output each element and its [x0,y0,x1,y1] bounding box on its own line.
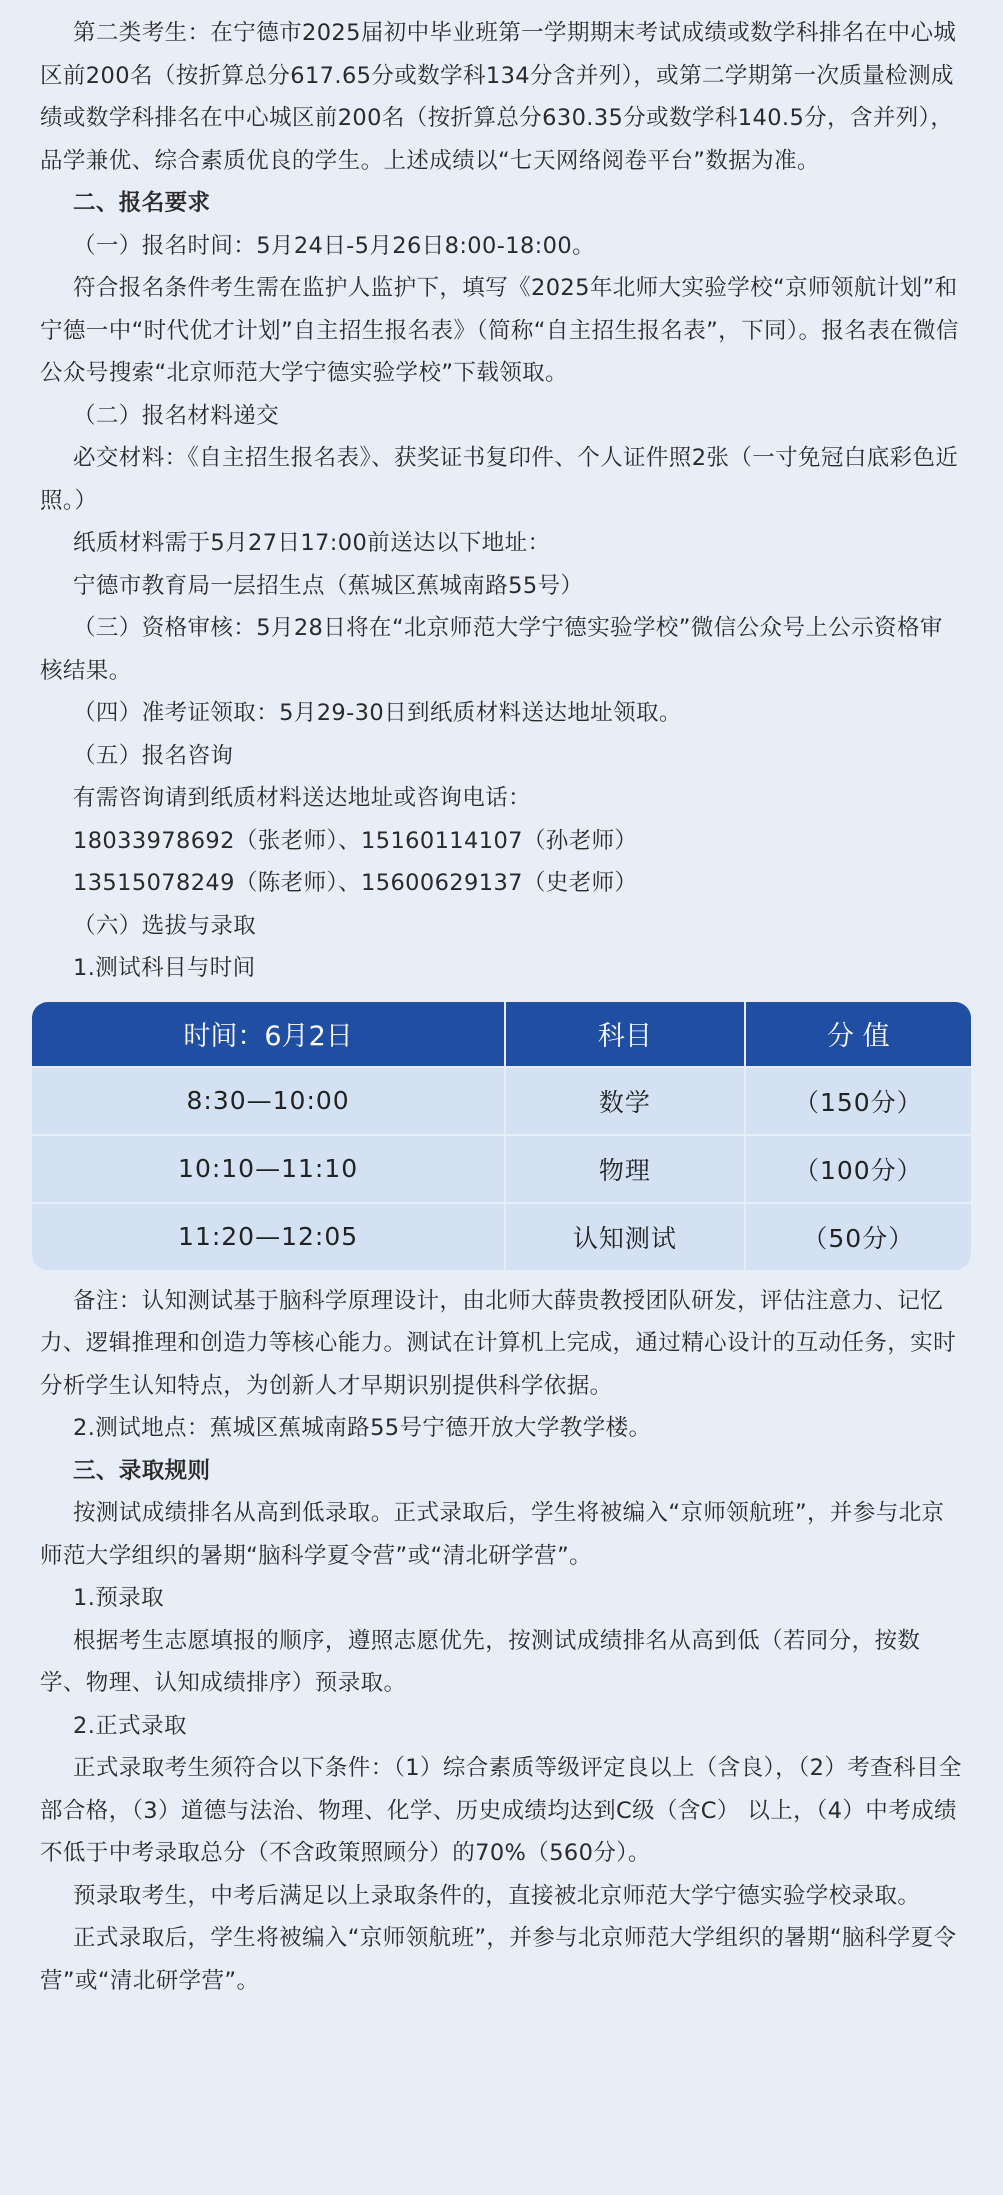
cognitive-test-note: 备注：认知测试基于脑科学原理设计，由北师大薛贵教授团队研发，评估注意力、记忆力、逻辑推理和创造力等核心能力。测试在计算机上完成，通过精心设计的互动任务，实时分析学生认知特点，为创新人才早期识别提供科学依据。 [40,1287,957,1399]
item-admission-ticket: （四）准考证领取：5月29-30日到纸质材料送达地址领取。 [73,700,682,726]
item-consultation-title: （五）报名咨询 [73,742,234,769]
pre-admission-title: 1.预录取 [73,1585,164,1611]
header-score: 分 值 [746,1002,971,1066]
test-subjects-title: 1.测试科目与时间 [73,955,256,981]
section-2-title: 二、报名要求 [73,190,211,216]
schedule-table-wrapper [32,1002,971,1270]
item-registration-time: （一）报名时间：5月24日-5月26日8:00-18:00。 [73,232,595,259]
delivery-address-paragraph: 宁德市教育局一层招生点（蕉城区蕉城南路55号） [73,572,584,599]
formal-admission-class: 正式录取后，学生将被编入“京师领航班”，并参与北京师范大学组织的暑期“脑科学夏令营”或“清北研学营”。 [40,1925,957,1994]
section-3-title: 三、录取规则 [73,1457,211,1484]
cell-score: （50分） [746,1202,971,1270]
table-row [32,1066,971,1134]
formal-admission-conditions: 正式录取考生须符合以下条件：（1）综合素质等级评定良以上（含良），（2）考查科目全部合格，（3）道德与法治、物理、化学、历史成绩均达到C级（含C） 以上，（4）中考成绩不低于中考录取总分（不含政策照顾分）的70%（560分）。 [40,1755,962,1866]
cell-time: 11:20—12:05 [32,1202,506,1270]
consultation-phones-1: 18033978692（张老师）、15160114107（孙老师） [73,827,638,854]
delivery-deadline-paragraph: 纸质材料需于5月27日17:00前送达以下地址： [73,530,551,556]
cell-time: 10:10—11:10 [32,1134,506,1202]
item-materials-title: （二）报名材料递交 [73,402,280,429]
admission-rules-paragraph: 按测试成绩排名从高到低录取。正式录取后，学生将被编入“京师领航班”，并参与北京师范大学组织的暑期“脑科学夏令营”或“清北研学营”。 [40,1500,945,1569]
item-qualification-review: （三）资格审核：5月28日将在“北京师范大学宁德实验学校”微信公众号上公示资格审核结果。 [40,615,943,684]
test-location: 2.测试地点：蕉城区蕉城南路55号宁德开放大学教学楼。 [73,1415,652,1441]
registration-form-paragraph: 符合报名条件考生需在监护人监护下，填写《2025年北师大实验学校“京师领航计划”和宁德一中“时代优才计划”自主招生报名表》（简称“自主招生报名表”，下同）。报名表在微信公众号搜索“北京师范大学宁德实验学校”下载领取。 [40,275,959,386]
table-row [32,1134,971,1202]
cell-subject: 物理 [506,1134,745,1202]
consultation-phones-2: 13515078249（陈老师）、15600629137（史老师） [73,870,638,896]
header-subject: 科目 [506,1002,745,1066]
cell-score: （150分） [746,1066,971,1134]
consultation-intro: 有需咨询请到纸质材料送达地址或咨询电话： [73,785,532,811]
formal-admission-direct: 预录取考生，中考后满足以上录取条件的，直接被北京师范大学宁德实验学校录取。 [73,1882,921,1909]
table-header-row [32,1002,971,1066]
pre-admission-paragraph: 根据考生志愿填报的顺序，遵照志愿优先，按测试成绩排名从高到低（若同分，按数学、物理、认知成绩排序）预录取。 [40,1627,921,1696]
intro-paragraph: 第二类考生：在宁德市2025届初中毕业班第一学期期末考试成绩或数学科排名在中心城区前200名（按折算总分617.65分或数学科134分含并列），或第二学期第一次质量检测成绩或数学科排名在中心城区前200名（按折算总分630.35分或数学科140.5分，含并列），品学兼优、综合素质优良的学生。上述成绩以“七天网络阅卷平台”数据为准。 [40,20,957,174]
formal-admission-title: 2.正式录取 [73,1712,187,1739]
cell-subject: 认知测试 [506,1202,745,1270]
cell-score: （100分） [746,1134,971,1202]
required-materials-paragraph: 必交材料：《自主招生报名表》、获奖证书复印件、个人证件照2张（一寸免冠白底彩色近照。） [40,445,959,514]
table-row [32,1202,971,1270]
cell-time: 8:30—10:00 [32,1066,506,1134]
cell-subject: 数学 [506,1066,745,1134]
header-time: 时间：6月2日 [32,1002,506,1066]
schedule-table [32,1002,971,1270]
item-selection-title: （六）选拔与录取 [73,912,257,939]
